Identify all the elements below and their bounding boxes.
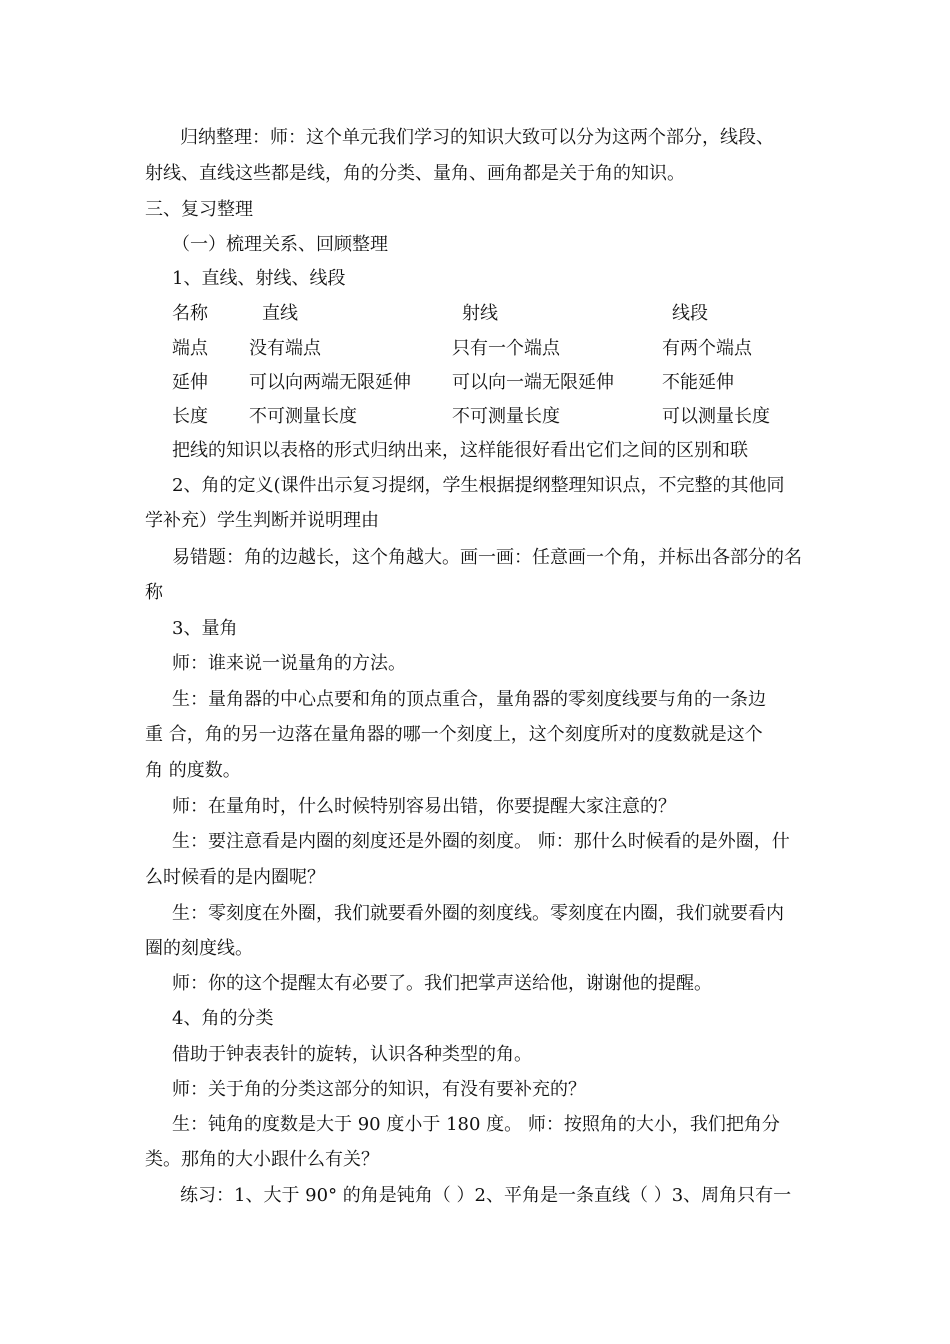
table-cell: 可以向两端无限延伸	[249, 372, 411, 393]
paragraph-summary-line-2: 射线、直线这些都是线，角的分类、量角、画角都是关于角的知识。	[145, 163, 685, 184]
table-cell: 可以向一端无限延伸	[452, 372, 614, 393]
teacher-question-4: 师：关于角的分类这部分的知识，有没有要补充的？	[172, 1079, 586, 1100]
student-answer-2-line-1: 生：要注意看是内圈的刻度还是外圈的刻度。 师：那什么时候看的是外圈，什	[172, 831, 790, 852]
table-header-cell: 直线	[262, 303, 298, 324]
practice-exercise: 练习：1、大于 90° 的角是钝角（ ）2、平角是一条直线（ ）3、周角只有一	[180, 1185, 792, 1206]
student-answer-1-line-1: 生：量角器的中心点要和角的顶点重合，量角器的零刻度线要与角的一条边	[172, 689, 766, 710]
table-cell: 长度	[172, 406, 208, 427]
table-header-cell: 射线	[462, 303, 498, 324]
paragraph-summary-line-1: 归纳整理：师：这个单元我们学习的知识大致可以分为这两个部分，线段、	[180, 127, 774, 148]
error-prone-line-1: 易错题：角的边越长，这个角越大。画一画：任意画一个角，并标出各部分的名	[172, 547, 802, 568]
table-cell: 不能延伸	[662, 372, 734, 393]
item-angle-definition-line-2: 学补充）学生判断并说明理由	[145, 510, 379, 531]
teacher-comment: 师：你的这个提醒太有必要了。我们把掌声送给他，谢谢他的提醒。	[172, 973, 712, 994]
student-answer-3-line-1: 生：零刻度在外圈，我们就要看外圈的刻度线。零刻度在内圈，我们就要看内	[172, 903, 784, 924]
table-cell: 不可测量长度	[452, 406, 560, 427]
table-cell: 没有端点	[249, 338, 321, 359]
item-lines-heading: 1、直线、射线、线段	[172, 268, 346, 289]
error-prone-line-2: 称	[145, 582, 163, 603]
student-answer-2-line-2: 么时候看的是内圈呢？	[145, 867, 325, 888]
student-answer-4-line-2: 类。那角的大小跟什么有关？	[145, 1149, 379, 1170]
table-cell: 只有一个端点	[452, 338, 560, 359]
clock-hands-note: 借助于钟表表针的旋转，认识各种类型的角。	[172, 1044, 532, 1065]
table-summary: 把线的知识以表格的形式归纳出来，这样能很好看出它们之间的区别和联	[172, 440, 748, 461]
student-answer-1-line-2: 重 合，角的另一边落在量角器的哪一个刻度上，这个刻度所对的度数就是这个	[145, 724, 763, 745]
item-measure-angle-heading: 3、量角	[172, 618, 238, 639]
table-cell: 不可测量长度	[249, 406, 357, 427]
table-header-cell: 线段	[672, 303, 708, 324]
table-cell: 延伸	[172, 372, 208, 393]
student-answer-1-line-3: 角 的度数。	[145, 760, 241, 781]
subsection-heading: （一）梳理关系、回顾整理	[172, 234, 388, 255]
teacher-question-1: 师：谁来说一说量角的方法。	[172, 653, 406, 674]
teacher-question-2: 师：在量角时，什么时候特别容易出错，你要提醒大家注意的？	[172, 796, 676, 817]
student-answer-4-line-1: 生：钝角的度数是大于 90 度小于 180 度。 师：按照角的大小，我们把角分	[172, 1114, 780, 1135]
table-cell: 端点	[172, 338, 208, 359]
item-angle-classification-heading: 4、角的分类	[172, 1008, 274, 1029]
table-cell: 有两个端点	[662, 338, 752, 359]
table-cell: 可以测量长度	[662, 406, 770, 427]
student-answer-3-line-2: 圈的刻度线。	[145, 938, 253, 959]
section-heading-review: 三、复习整理	[145, 199, 253, 220]
table-header-cell: 名称	[172, 303, 208, 324]
item-angle-definition-line-1: 2、角的定义(课件出示复习提纲，学生根据提纲整理知识点，不完整的其他同	[172, 475, 785, 496]
